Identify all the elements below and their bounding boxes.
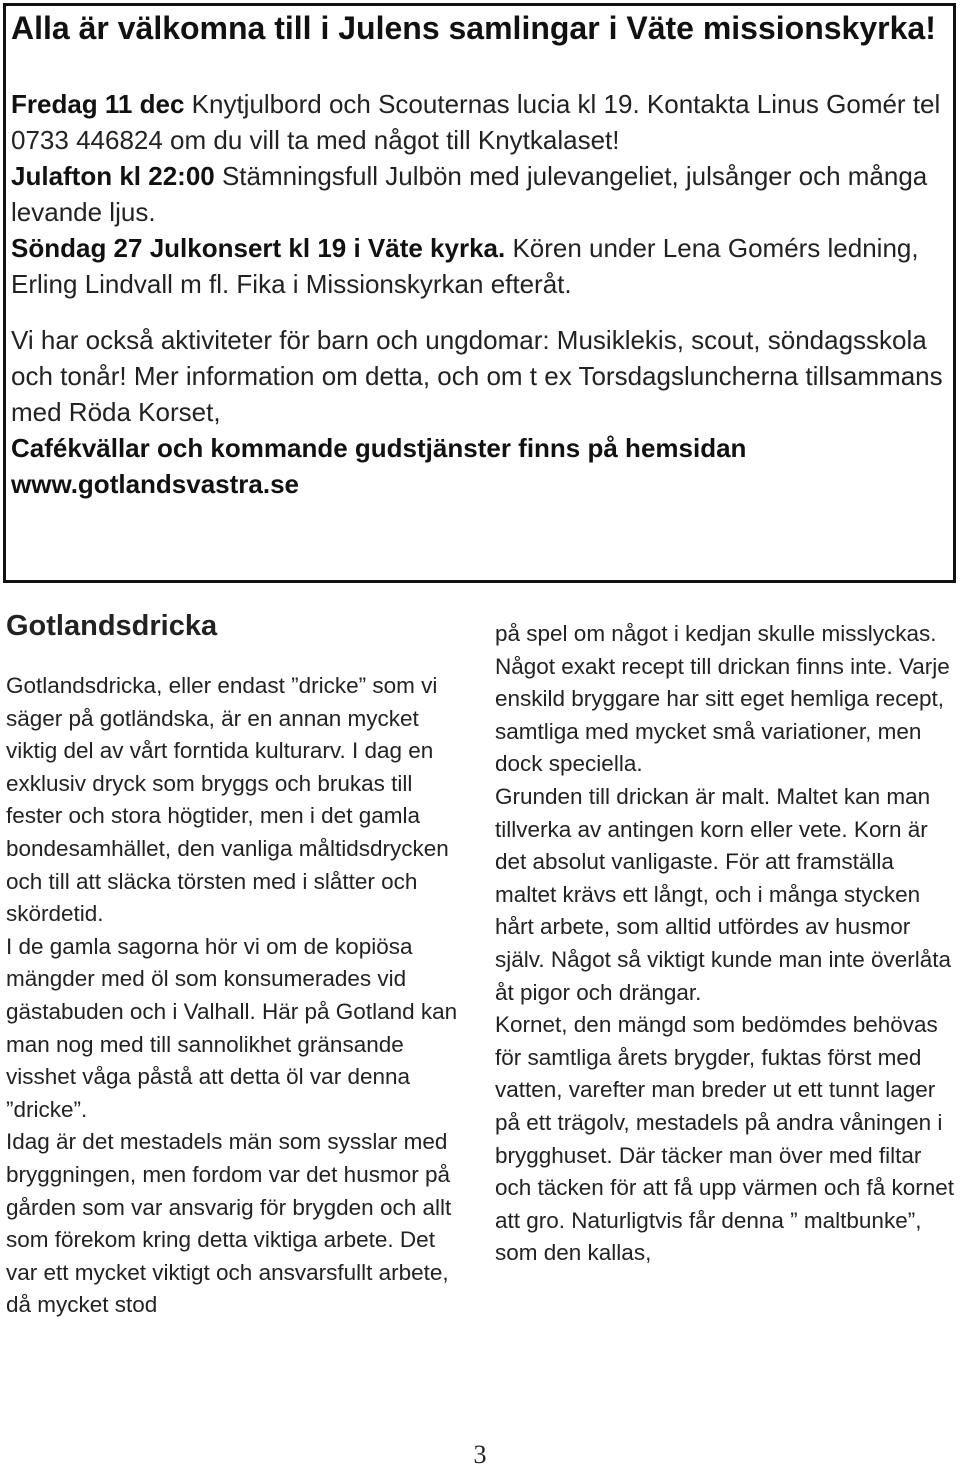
christmas-notice-box (3, 3, 956, 583)
article-right-column (495, 618, 957, 1270)
activities-website: Cafékvällar och kommande gudstjänster finns på hemsidan www.gotlandsvastra.se (11, 433, 747, 499)
event-sunday-concert-date: Söndag 27 Julkonsert kl 19 i Väte kyrka. (11, 233, 506, 263)
page-number: 3 (473, 1440, 487, 1469)
event-friday-date: Fredag 11 dec (11, 89, 185, 119)
article-left-column (6, 606, 458, 1322)
event-christmas-eve-date: Julafton kl 22:00 (11, 161, 215, 191)
article-paragraph: Grunden till drickan är malt. Maltet kan man tillverka av antingen korn eller vete. Korn är det absolut vanligaste. För att framställa maltet krävs ett långt, och i många stycken hårt arbete, som alltid utfördes av husmor själv. Något så viktigt kunde man inte överlåta åt pigor och drängar. (495, 783, 952, 1005)
event-christmas-eve-text: Stämningsfull Julbön med julevangeliet, julsånger och många levande ljus. (11, 161, 928, 227)
article-paragraph: Idag är det mestadels män som sysslar med bryggningen, men fordom var det husmor på gården som var ansvarig för brygden och allt som förekom kring detta viktiga arbete. Det var ett mycket viktigt och ansvarsfullt arbete, då mycket stod (6, 1129, 452, 1318)
notice-headline: Alla är välkomna till i Julens samlingar i Väte missionskyrka! (11, 10, 936, 46)
notice-content (11, 6, 946, 502)
event-friday-text: Knytjulbord och Scouternas lucia kl 19. Kontakta Linus Gomér tel 0733 446824 om du vill ta med något till Knytkalaset! (11, 89, 941, 155)
article-paragraph: I de gamla sagorna hör vi om de kopiösa mängder med öl som konsumerades vid gästabuden och i Valhall. Här på Gotland kan man nog med till sannolikhet gränsande visshet våga påstå att detta öl var denna ”dricke”. (6, 933, 458, 1122)
event-friday (11, 86, 946, 158)
activities-text: Vi har också aktiviteter för barn och ungdomar: Musiklekis, scout, söndagsskola och tonår! Mer information om detta, och om t ex Torsdagsluncherna tillsammans med Röda Korset, (11, 325, 943, 427)
spacer (11, 302, 946, 322)
event-sunday-concert (11, 230, 946, 302)
article-paragraph: Något exakt recept till drickan finns inte. Varje enskild bryggare har sitt eget hemliga recept, samtliga med mycket små variationer, men dock speciella. (495, 653, 950, 777)
activities-paragraph (11, 322, 946, 502)
article-paragraph: Gotlandsdricka, eller endast ”dricke” som vi säger på gotländska, är en annan mycket viktig del av vårt forntida kulturarv. I dag en exklusiv dryck som bryggs och brukas till fester och stora högtider, men i det gamla bondesamhället, den vanliga måltidsdrycken och till att släcka törsten med i slåtter och skördetid. (6, 673, 449, 927)
spacer (11, 48, 946, 86)
article-paragraph: Kornet, den mängd som bedömdes behövas för samtliga årets brygder, fuktas först med vatten, varefter man breder ut ett tunnt lager på ett trägolv, mestadels på andra våningen i brygghuset. Där täcker man över med filtar och täcken för att få upp värmen och få kornet att gro. Naturligtvis får denna ” maltbunke”, som den kallas, (495, 1012, 955, 1266)
article-title: Gotlandsdricka (6, 610, 218, 642)
event-christmas-eve (11, 158, 946, 230)
event-sunday-concert-text: Kören under Lena Gomérs ledning, Erling Lindvall m fl. Fika i Missionskyrkan efteråt. (11, 233, 919, 299)
article-paragraph: på spel om något i kedjan skulle misslyckas. (495, 621, 937, 646)
